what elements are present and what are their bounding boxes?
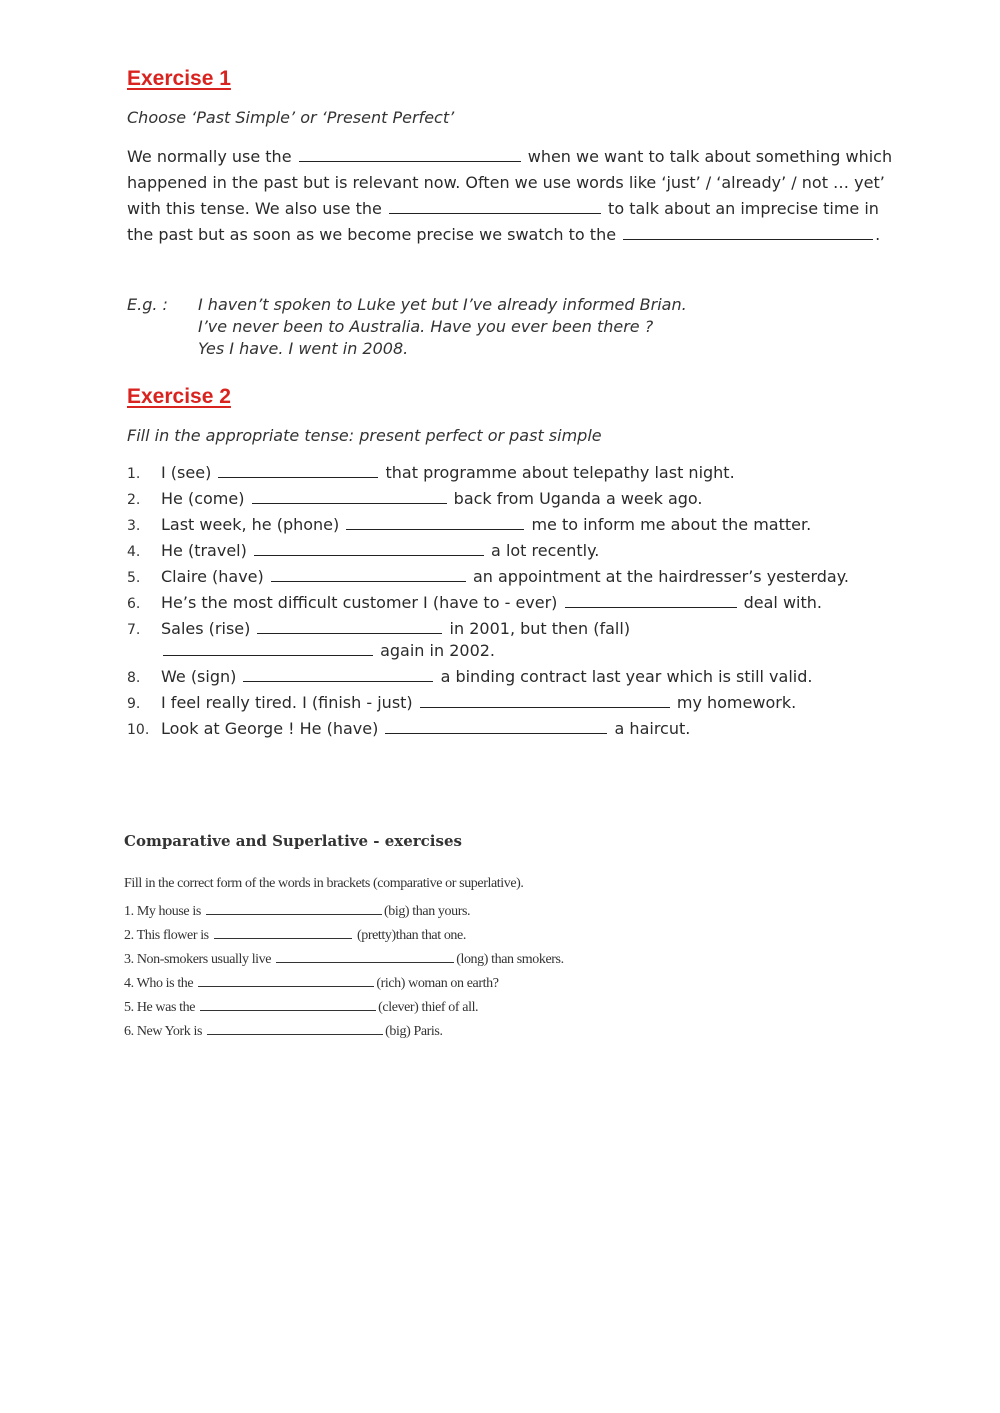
answer-blank[interactable] [218, 463, 378, 478]
item-text: Claire (have) [161, 567, 264, 586]
item-text: me to inform me about the matter. [531, 515, 812, 534]
item-text: Sales (rise) [161, 619, 251, 638]
exercise-1-text-1: We normally use the [127, 147, 292, 166]
item-text: (big) Paris. [385, 1024, 443, 1039]
exercise-1-blank-2[interactable] [389, 199, 601, 214]
item-text: New York is [136, 1024, 203, 1039]
item-number: 10. [127, 722, 150, 738]
list-item [127, 514, 887, 536]
answer-blank[interactable] [271, 567, 466, 582]
list-item [127, 666, 887, 688]
list-item [124, 924, 684, 948]
exercise-1-text-3: to talk about an imprecise time in the past but as soon as we become precise we swatch to the [127, 199, 879, 244]
exercise-1-title: Exercise 1 [127, 67, 231, 90]
list-item [127, 540, 887, 562]
list-item [124, 1020, 684, 1044]
list-item [124, 900, 684, 924]
item-text: I (see) [161, 463, 212, 482]
item-number: 4. [127, 544, 141, 560]
item-number: 7. [127, 622, 141, 638]
item-number: 1. [127, 466, 141, 482]
exercise-1-blank-3[interactable] [623, 225, 873, 240]
item-text: He’s the most difficult customer I (have to - ever) [161, 593, 558, 612]
item-text: We (sign) [161, 667, 237, 686]
exercise-1-text-2: when we want to talk about something which happened in the past but is relevant now. Often we use words like ‘just’ / ‘already’ / not … yet’ with this tense. We also use the [127, 147, 893, 218]
example-label: E.g. : [127, 295, 168, 314]
item-text: an appointment at the hairdresser’s yesterday. [472, 567, 849, 586]
exercise-2-instruction: Fill in the appropriate tense: present perfect or past simple [127, 426, 602, 445]
answer-blank[interactable] [214, 926, 352, 939]
exercise-1-instruction: Choose ‘Past Simple’ or ‘Present Perfect’ [127, 108, 455, 127]
answer-blank[interactable] [243, 667, 433, 682]
item-number: 4. [124, 976, 134, 991]
item-text: He was the [136, 1000, 196, 1015]
example-line: I haven’t spoken to Luke yet but I’ve already informed Brian. [198, 295, 687, 314]
list-item [127, 618, 887, 662]
list-item [127, 462, 887, 484]
exercise-1-text-4: . [875, 225, 881, 244]
list-item [124, 972, 684, 996]
item-text: Look at George ! He (have) [161, 719, 379, 738]
exercise-2-list [127, 462, 887, 744]
answer-blank[interactable] [163, 641, 373, 656]
answer-blank[interactable] [385, 719, 607, 734]
item-number: 6. [124, 1024, 134, 1039]
answer-blank[interactable] [198, 974, 374, 987]
exercise-1-paragraph [127, 144, 907, 248]
list-item [127, 692, 887, 714]
item-text: a haircut. [614, 719, 691, 738]
item-text: a lot recently. [491, 541, 600, 560]
example-line: I’ve never been to Australia. Have you ever been there ? [198, 317, 654, 336]
comparative-list [124, 900, 684, 1044]
list-item [127, 718, 887, 740]
exercise-1-blank-1[interactable] [299, 147, 521, 162]
example-line: Yes I have. I went in 2008. [198, 339, 409, 358]
answer-blank[interactable] [420, 693, 670, 708]
item-number: 3. [127, 518, 141, 534]
item-text: I feel really tired. I (finish - just) [161, 693, 413, 712]
list-item [127, 488, 887, 510]
item-text: My house is [136, 904, 201, 919]
answer-blank[interactable] [200, 998, 376, 1011]
item-text: in 2001, but then (fall) [449, 619, 631, 638]
item-text: (big) than yours. [383, 904, 471, 919]
item-text: Non-smokers usually live [136, 952, 272, 967]
answer-blank[interactable] [276, 950, 454, 963]
exercise-2-title: Exercise 2 [127, 385, 231, 408]
comparative-instruction: Fill in the correct form of the words in brackets (comparative or superlative). [124, 876, 524, 891]
item-number: 5. [124, 1000, 134, 1015]
comparative-title: Comparative and Superlative - exercises [124, 832, 462, 850]
list-item [127, 566, 887, 588]
item-number: 9. [127, 696, 141, 712]
item-text: He (come) [161, 489, 245, 508]
answer-blank[interactable] [346, 515, 524, 530]
answer-blank[interactable] [565, 593, 737, 608]
item-text: my homework. [676, 693, 797, 712]
item-number: 3. [124, 952, 134, 967]
item-text: (long) than smokers. [456, 952, 564, 967]
item-text: Who is the [136, 976, 194, 991]
item-text: again in 2002. [380, 641, 496, 660]
answer-blank[interactable] [254, 541, 484, 556]
item-text: He (travel) [161, 541, 247, 560]
list-item [127, 592, 887, 614]
item-text: (rich) woman on earth? [376, 976, 499, 991]
item-text: Last week, he (phone) [161, 515, 340, 534]
item-number: 8. [127, 670, 141, 686]
item-number: 2. [127, 492, 141, 508]
item-text: that programme about telepathy last night. [385, 463, 735, 482]
answer-blank[interactable] [206, 902, 382, 915]
item-text: (pretty)than that one. [356, 928, 466, 943]
item-text: back from Uganda a week ago. [453, 489, 703, 508]
answer-blank[interactable] [207, 1022, 383, 1035]
item-number: 1. [124, 904, 134, 919]
item-number: 5. [127, 570, 141, 586]
item-text: a binding contract last year which is still valid. [440, 667, 813, 686]
item-text: deal with. [743, 593, 822, 612]
answer-blank[interactable] [252, 489, 447, 504]
list-item [124, 948, 684, 972]
answer-blank[interactable] [257, 619, 442, 634]
item-number: 6. [127, 596, 141, 612]
item-text: (clever) thief of all. [378, 1000, 479, 1015]
item-text: This flower is [136, 928, 209, 943]
list-item [124, 996, 684, 1020]
item-number: 2. [124, 928, 134, 943]
